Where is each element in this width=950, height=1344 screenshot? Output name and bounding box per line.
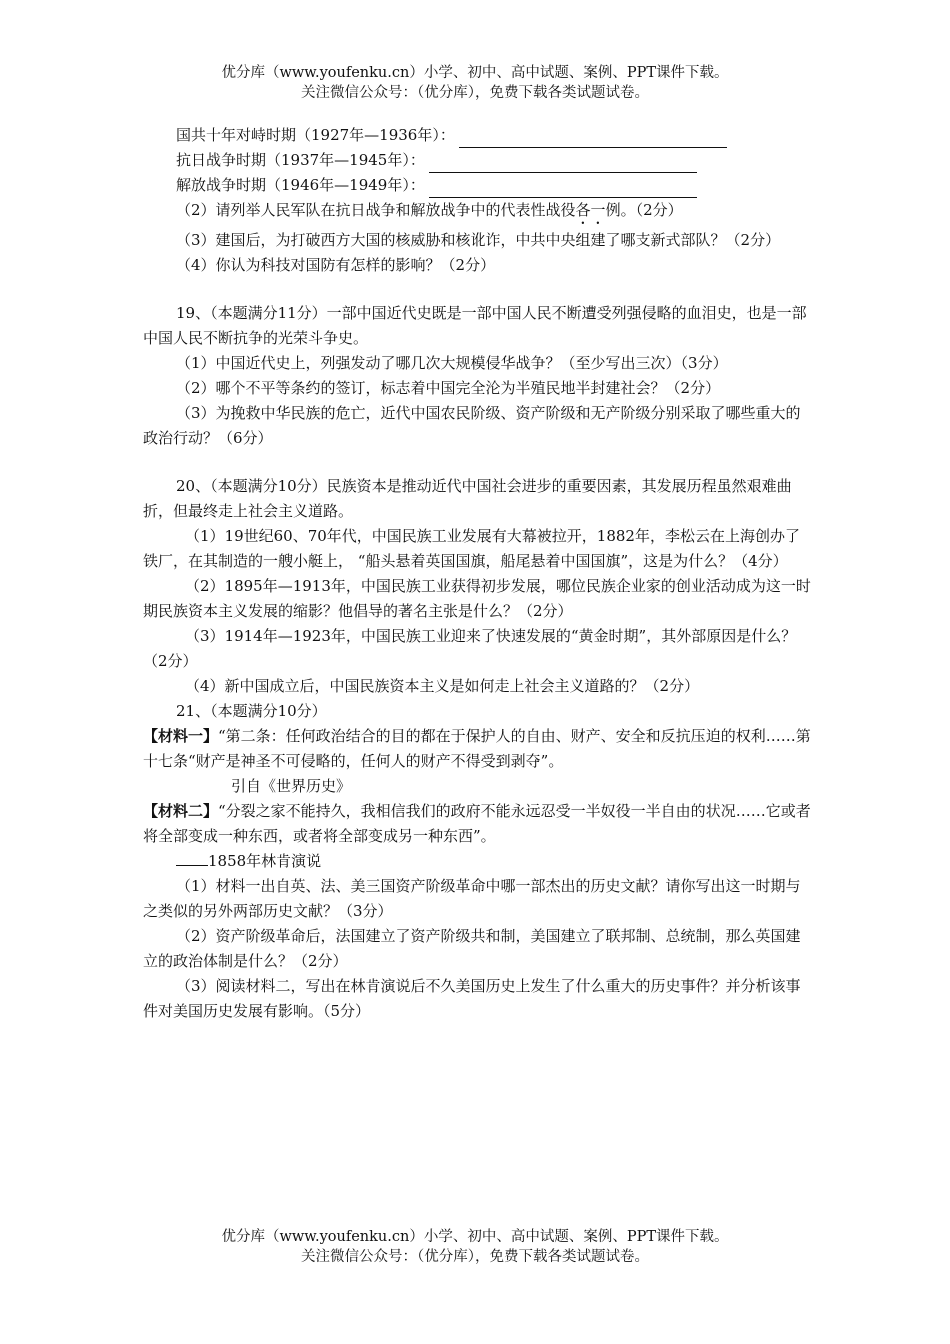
- period-row: [143, 123, 811, 148]
- footer-line-2: 关注微信公众号：（优分库），免费下载各类试题试卷。: [301, 1249, 649, 1265]
- q18-part-3: （3）建国后，为打破西方大国的核威胁和核讹诈，中共中央组建了哪支新式部队？（2分）: [176, 231, 781, 249]
- material-label: 【材料一】: [143, 727, 219, 745]
- q19-part-2: （2）哪个不平等条约的签订，标志着中国完全沦为半殖民地半封建社会？（2分）: [176, 379, 721, 397]
- page-header: [0, 63, 950, 103]
- period-row: [143, 148, 811, 173]
- header-line-2: 关注微信公众号：（优分库），免费下载各类试题试卷。: [301, 85, 649, 101]
- period-label: 抗日战争时期（1937年—1945年）：: [176, 151, 425, 169]
- q19-part-1: （1）中国近代史上，列强发动了哪几次大规模侵华战争？（至少写出三次）（3分）: [176, 354, 728, 372]
- header-line-1: 优分库（www.youfenku.cn）小学、初中、高中试题、案例、PPT课件下载。: [221, 65, 729, 81]
- q21-part-1: （1）材料一出自英、法、美三国资产阶级革命中哪一部杰出的历史文献？请你写出这一时期与之类似的另外两部历史文献？（3分）: [143, 877, 801, 920]
- q19-intro: 19、（本题满分11分）一部中国近代史既是一部中国人民不断遭受列强侵略的血泪史，也是一部中国人民不断抗争的光荣斗争史。: [143, 304, 807, 347]
- q21-part-2: （2）资产阶级革命后，法国建立了资产阶级共和制，美国建立了联邦制、总统制，那么英国建立的政治体制是什么？（2分）: [143, 927, 801, 970]
- footer-line-1: 优分库（www.youfenku.cn）小学、初中、高中试题、案例、PPT课件下载。: [221, 1229, 729, 1245]
- material-2: 【材料二】“分裂之家不能持久，我相信我们的政府不能永远忍受一半奴役一半自由的状况……它或者将全部变成一种东西，或者将全部变成另一种东西”。: [143, 802, 811, 845]
- q20-part-1: （1）19世纪60、70年代，中国民族工业发展有大幕被拉开，1882年，李松云在上海创办了铁厂，在其制造的一艘小艇上， “船头悬着英国国旗，船尾悬着中国国旗”，这是为什么？（4分）: [143, 527, 800, 570]
- answer-blank: [429, 179, 697, 198]
- q21-intro: 21、（本题满分10分）: [176, 702, 327, 720]
- answer-blank: [429, 154, 697, 173]
- material-1: 【材料一】“第二条：任何政治结合的目的都在于保护人的自由、财产、安全和反抗压迫的权利……第十七条“财产是神圣不可侵略的，任何人的财产不得受到剥夺”。: [143, 727, 811, 770]
- q20-part-3: （3）1914年—1923年，中国民族工业迎来了快速发展的“黄金时期”，其外部原因是什么？（2分）: [143, 627, 797, 670]
- page-footer: [0, 1227, 950, 1267]
- answer-blank: [459, 129, 727, 148]
- q21-part-3: （3）阅读材料二，写出在林肯演说后不久美国历史上发生了什么重大的历史事件？并分析该事件对美国历史发展有影响。（5分）: [143, 977, 801, 1020]
- q18-part-2: （2）请列举人民军队在抗日战争和解放战争中的代表性战役各一例。（2分）: [176, 201, 683, 219]
- q19-part-3: （3）为挽救中华民族的危亡，近代中国农民阶级、资产阶级和无产阶级分别采取了哪些重大的政治行动？（6分）: [143, 404, 801, 447]
- q20-part-2: （2）1895年—1913年，中国民族工业获得初步发展，哪位民族企业家的创业活动成为这一时期民族资本主义发展的缩影？他倡导的著名主张是什么？（2分）: [143, 577, 811, 620]
- material-1-source: 引自《世界历史》: [231, 777, 352, 795]
- period-label: 国共十年对峙时期（1927年—1936年）：: [176, 126, 455, 144]
- period-row: [143, 173, 811, 198]
- underline-mark: [176, 849, 208, 866]
- q20-intro: 20、（本题满分10分）民族资本是推动近代中国社会进步的重要因素，其发展历程虽然艰难曲折，但最终走上社会主义道路。: [143, 477, 792, 520]
- q18-part-4: （4）你认为科技对国防有怎样的影响？（2分）: [176, 256, 496, 274]
- exam-content: [143, 123, 811, 1024]
- material-2-source: 1858年林肯演说: [143, 849, 811, 874]
- material-label: 【材料二】: [143, 802, 219, 820]
- period-label: 解放战争时期（1946年—1949年）：: [176, 176, 425, 194]
- q20-part-4: （4）新中国成立后，中国民族资本主义是如何走上社会主义道路的？（2分）: [185, 677, 700, 695]
- emphasis-dots: 各一: [575, 201, 606, 219]
